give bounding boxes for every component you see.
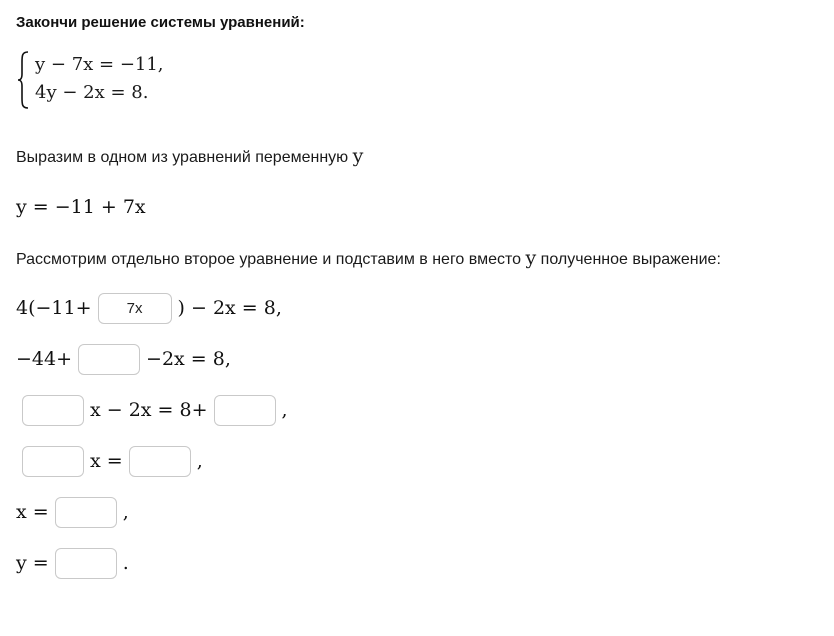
solution-row-6 (16, 546, 129, 580)
row-2-prefix: −44+ (16, 348, 73, 370)
solution-row-4 (16, 444, 203, 478)
row-3-middle: x − 2x = 8+ (90, 399, 208, 421)
solution-row-5 (16, 495, 129, 529)
step-1-text: Выразим в одном из уравнений переменную (16, 149, 349, 166)
system-equation-1: y − 7x = −11, (35, 54, 164, 75)
answer-input-3[interactable] (22, 395, 84, 426)
row-3-suffix: , (281, 399, 288, 421)
system-equation-2: 4y − 2x = 8. (35, 82, 149, 103)
answer-input-5[interactable] (22, 446, 84, 477)
answer-input-2[interactable] (78, 344, 140, 375)
row-4-middle: x = (90, 450, 123, 472)
solution-row-2 (16, 342, 231, 376)
step-2-text-before: Рассмотрим отдельно второе уравнение и подставим в него вместо (16, 251, 522, 268)
solution-row-1 (16, 291, 282, 325)
answer-input-1[interactable]: 7x (98, 293, 172, 324)
answer-input-6[interactable] (129, 446, 191, 477)
task-title: Закончи решение системы уравнений: (16, 14, 305, 31)
row-1-suffix: ) − 2x = 8, (177, 297, 282, 319)
step-2-instruction (16, 247, 721, 269)
step-1-variable: y (352, 145, 364, 167)
solution-row-3 (16, 393, 288, 427)
step-2-variable: y (525, 247, 537, 269)
curly-brace-icon (16, 50, 30, 110)
row-6-suffix: . (122, 552, 129, 574)
row-1-prefix: 4(−11+ (16, 297, 92, 319)
row-6-prefix: y = (16, 552, 49, 574)
row-5-suffix: , (122, 501, 129, 523)
answer-input-y[interactable] (55, 548, 117, 579)
step-1-instruction (16, 145, 363, 167)
row-4-suffix: , (196, 450, 203, 472)
answer-input-4[interactable] (214, 395, 276, 426)
expression-text: y = −11 + 7x (16, 196, 146, 218)
row-5-prefix: x = (16, 501, 49, 523)
step-2-text-after: полученное выражение: (540, 251, 721, 268)
expressed-variable (16, 190, 146, 224)
row-2-suffix: −2x = 8, (146, 348, 231, 370)
answer-input-x[interactable] (55, 497, 117, 528)
